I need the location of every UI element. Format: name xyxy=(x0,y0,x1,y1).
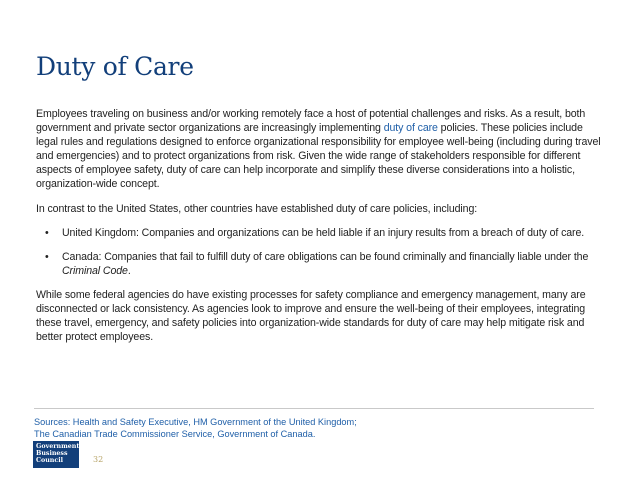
canada-text: Canada: Companies that fail to fulfill duty of care obligations can be found criminally and financially liable under the xyxy=(62,250,589,263)
closing-paragraph: While some federal agencies do have existing processes for safety compliance and emergency management, many are disconnected or lack consistency. As agencies look to improve and ensure the well-being of their employees, integrating these travel, emergency, and safety policies into organization-wide standards for duty of care may help mitigate risk and better protect employees. xyxy=(36,288,586,344)
criminal-code-emphasis: Criminal Code xyxy=(62,264,128,277)
sources-line-2: The Canadian Trade Commissioner Service, Government of Canada. xyxy=(34,428,316,439)
page-number: 32 xyxy=(93,455,104,464)
bullet-icon: • xyxy=(45,250,49,263)
page-title: Duty of Care xyxy=(36,52,194,81)
body-text xyxy=(36,107,606,354)
list-item-uk xyxy=(36,226,606,240)
sources-note xyxy=(34,417,434,440)
bullet-icon: • xyxy=(45,226,49,239)
intro-paragraph xyxy=(36,107,606,192)
country-list xyxy=(36,226,606,278)
government-business-council-logo xyxy=(33,441,79,468)
logo-line-3: Council xyxy=(36,457,63,464)
footer-divider xyxy=(34,408,594,409)
uk-text: United Kingdom: Companies and organizations can be held liable if an injury results from a breach of duty of care. xyxy=(62,226,585,239)
contrast-paragraph: In contrast to the United States, other countries have established duty of care policies, including: xyxy=(36,202,478,215)
sources-line-1: Sources: Health and Safety Executive, HM Government of the United Kingdom; xyxy=(34,417,357,427)
logo-line-1: Government xyxy=(36,443,80,450)
logo-line-2: Business xyxy=(36,450,68,457)
canada-text-end: . xyxy=(127,264,131,277)
intro-text-before: Employees traveling on business and/or working remotely face a host of potential challenges and risks. As a result, both government and private sector organizations are increasingly implementing xyxy=(36,108,586,135)
intro-text-after: policies. These policies include legal rules and regulations designed to enforce organizational responsibility for employee well-being (including during travel and emergencies) and to protect organizations from risk. Given the wide range of stakeholders responsible for different aspects of employee safety, duty of care can help incorporate and simplify these diverse considerations into a holistic, organization-wide concept. xyxy=(36,122,601,191)
list-item-canada xyxy=(36,250,606,278)
duty-of-care-link[interactable]: duty of care xyxy=(383,122,438,135)
